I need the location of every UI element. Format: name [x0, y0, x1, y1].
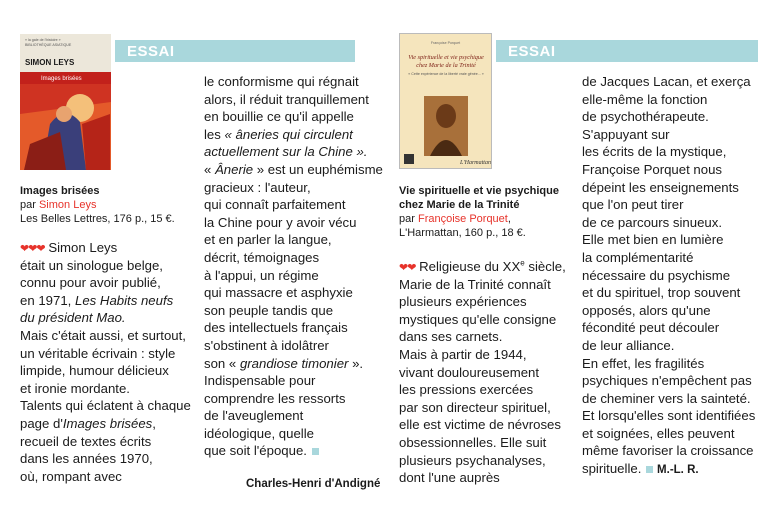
book-cover-images-brisees: « la gale de l'histoire » BIBLIOTHÈQUE ASIATIQUE SIMON LEYS Images brisées — [20, 34, 111, 170]
section-label: ESSAI — [508, 43, 556, 60]
book-cover-vie-spirituelle: Françoise Porquet Vie spirituelle et vie psychique chez Marie de la Trinité « Cette expérience de la liberté vraie gênée... » L'Harmattan — [399, 33, 492, 169]
rating-hearts: ❤❤ — [399, 262, 416, 274]
cover-author: SIMON LEYS — [25, 58, 75, 67]
author-link[interactable]: Simon Leys — [38, 199, 97, 211]
publisher-info: Les Belles Lettres, 176 p., 15 €. — [20, 213, 175, 225]
end-mark — [312, 448, 319, 455]
section-label: ESSAI — [127, 43, 175, 60]
book-info-1: Images brisées par Simon Leys Les Belles Lettres, 176 p., 15 €. — [20, 184, 200, 226]
book-title: Vie spirituelle et vie psychique — [399, 185, 559, 197]
article-2-col-2: de Jacques Lacan, et exerça elle-même la fonction de psychothérapeute. S'appuyant sur les écrits de la mystique, Françoise Porquet nous dépeint les enseignements que l'on peut tirer de ce parcours sinueux. Elle met bien en lumière la complémentarité nécessaire du psychisme et du spirituel, trop souvent opposés, alors qu'une fécondité peut découler de leur alliance. En effet, les fragilités psychiques n'empêchent pas de cheminer vers la sainteté. Et lorsqu'elles sont identifiées et soignées, elles peuvent même favoriser la croissance spirituelle. M.-L. R. — [582, 74, 756, 477]
cover-title: Vie spirituelle et vie psychique chez Marie de la Trinité — [408, 54, 484, 69]
rating-hearts: ❤❤❤ — [20, 243, 45, 255]
propaganda-illustration — [20, 84, 111, 170]
author-link[interactable]: Françoise Porquet — [417, 213, 508, 225]
article-1-col-2: le conformisme qui régnait alors, il réduit tranquillement en bouillie ce qu'il appelle les « âneries qui circulent actuellement sur la Chine ». « Ânerie » est un euphémisme gracieux : l'auteur, qui connaît parfaitement la Chine pour y avoir vécu et en parler la langue, décrit, témoignages à l'appui, un régime qui massacre et asphyxie son peuple tandis que des intellectuels français s'obstinent à idolâtrer son « grandiose timonier ». Indispensable pour comprendre les ressorts de l'aveuglement idéologique, quelle que soit l'époque. — [204, 74, 383, 459]
article-1-col-1: ❤❤❤ Simon Leys était un sinologue belge, connu pour avoir publié, en 1971, Les Habits neufs du président Mao. Mais c'était aussi, et surtout, un véritable écrivain : style limpide, humour délicieux et ironie mordante. Talents qui éclatent à chaque page d'Images brisées, recueil de textes écrits dans les années 1970, où, rompant avec — [20, 240, 191, 484]
essai-banner-1 — [115, 40, 355, 62]
book-info-2: Vie spirituelle et vie psychique chez Marie de la Trinité par Françoise Porquet, L'Harmattan, 160 p., 18 €. — [399, 184, 589, 240]
essai-banner-2 — [496, 40, 758, 62]
article-2-col-1: ❤❤ Religieuse du XXe siècle, Marie de la Trinité connaît plusieurs expériences mystiques qu'elle consigne dans ses carnets. Mais à partir de 1944, vivant douloureusement les pressions exercées par son directeur spirituel, elle est victime de névroses obsessionnelles. Elle suit plusieurs psychanalyses, dont l'une auprès — [399, 258, 566, 486]
publisher-logo — [404, 154, 414, 164]
cover-portrait — [424, 96, 468, 156]
book-title: Images brisées — [20, 185, 100, 197]
publisher-info: L'Harmattan, 160 p., 18 €. — [399, 227, 526, 239]
signature-2: M.-L. R. — [657, 464, 699, 477]
cover-subtitle: Images brisées — [41, 76, 82, 82]
signature-1: Charles-Henri d'Andigné — [246, 478, 381, 490]
end-mark — [646, 466, 653, 473]
